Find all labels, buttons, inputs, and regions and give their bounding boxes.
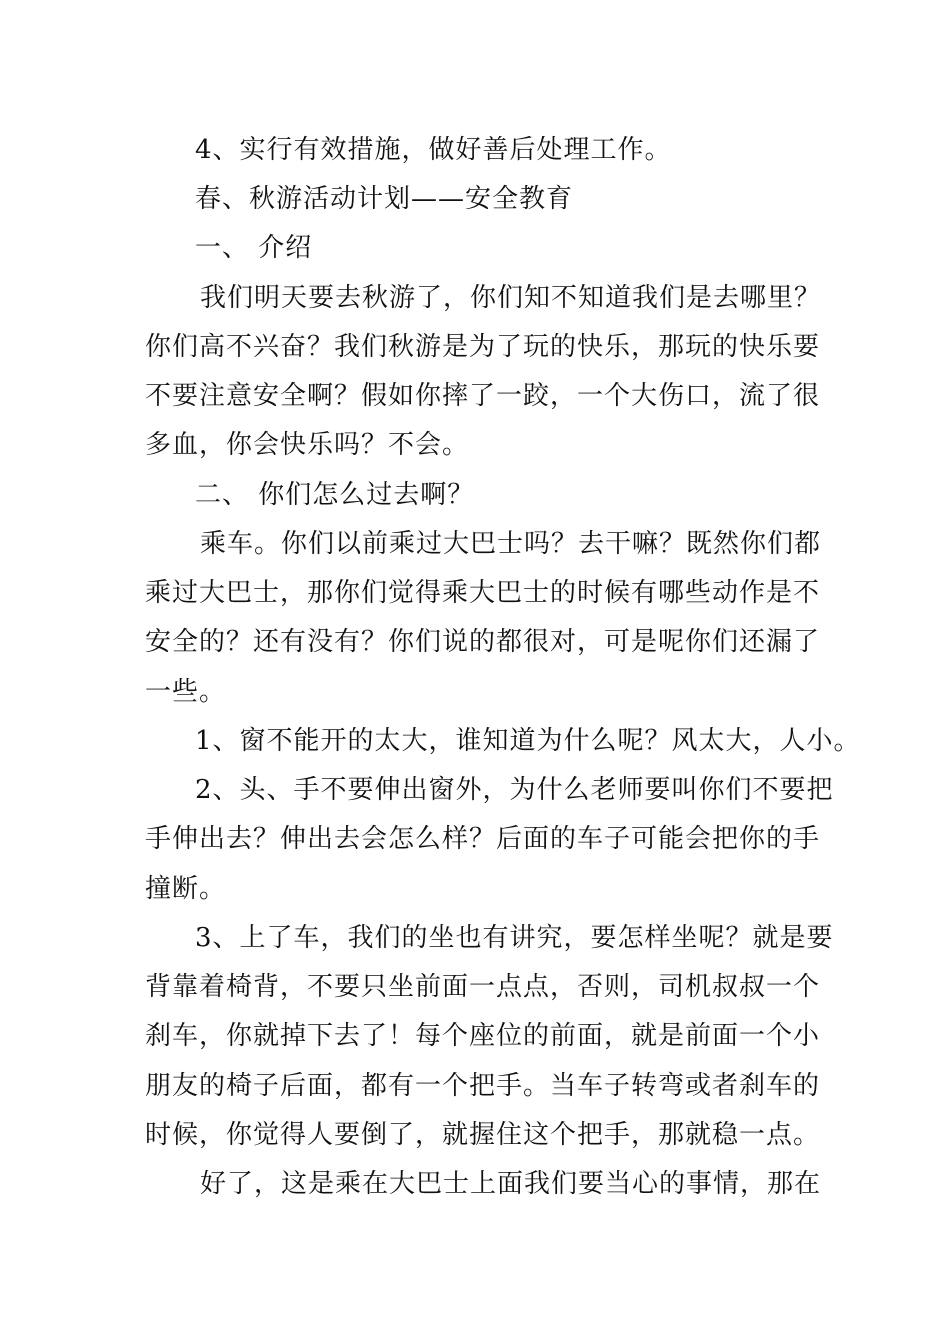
text-line-4: 我们明天要去秋游了，你们知不知道我们是去哪里？ — [200, 283, 822, 313]
text-line-15: 手伸出去？伸出去会怎么样？后面的车子可能会把你的手 — [145, 824, 821, 854]
text-line-5: 你们高不兴奋？我们秋游是为了玩的快乐，那玩的快乐要 — [145, 332, 821, 362]
text-line-22: 好了，这是乘在大巴士上面我们要当心的事情，那在 — [200, 1169, 822, 1199]
text-line-1: 4、实行有效措施，做好善后处理工作。 — [195, 135, 672, 165]
list-item-2: 2、头、手不要伸出窗外，为什么老师要叫你们不要把 — [195, 775, 834, 805]
text-line-6: 不要注意安全啊？假如你摔了一跤，一个大伤口，流了很 — [145, 381, 821, 411]
section-title: 春、秋游活动计划——安全教育 — [195, 184, 574, 214]
heading-how-to-get-there: 二、 你们怎么过去啊？ — [195, 480, 475, 510]
text-line-7: 多血，你会快乐吗？不会。 — [145, 430, 470, 460]
text-line-16: 撞断。 — [145, 874, 227, 904]
list-item-1: 1、窗不能开的太大，谁知道为什么呢？风太大，人小。 — [195, 726, 861, 756]
text-line-20: 朋友的椅子后面，都有一个把手。当车子转弯或者刹车的 — [145, 1071, 821, 1101]
text-line-10: 乘过大巴士，那你们觉得乘大巴士的时候有哪些动作是不 — [145, 578, 821, 608]
text-line-9: 乘车。你们以前乘过大巴士吗？去干嘛？既然你们都 — [200, 529, 822, 559]
text-line-19: 刹车，你就掉下去了！每个座位的前面，就是前面一个小 — [145, 1021, 821, 1051]
text-line-18: 背靠着椅背，不要只坐前面一点点，否则，司机叔叔一个 — [145, 972, 821, 1002]
text-line-21: 时候，你觉得人要倒了，就握住这个把手，那就稳一点。 — [145, 1120, 821, 1150]
heading-introduction: 一、 介绍 — [195, 233, 313, 263]
text-line-11: 安全的？还有没有？你们说的都很对，可是呢你们还漏了 — [145, 627, 821, 657]
list-item-3: 3、上了车，我们的坐也有讲究，要怎样坐呢？就是要 — [195, 923, 834, 953]
text-line-12: 一些。 — [145, 677, 227, 707]
